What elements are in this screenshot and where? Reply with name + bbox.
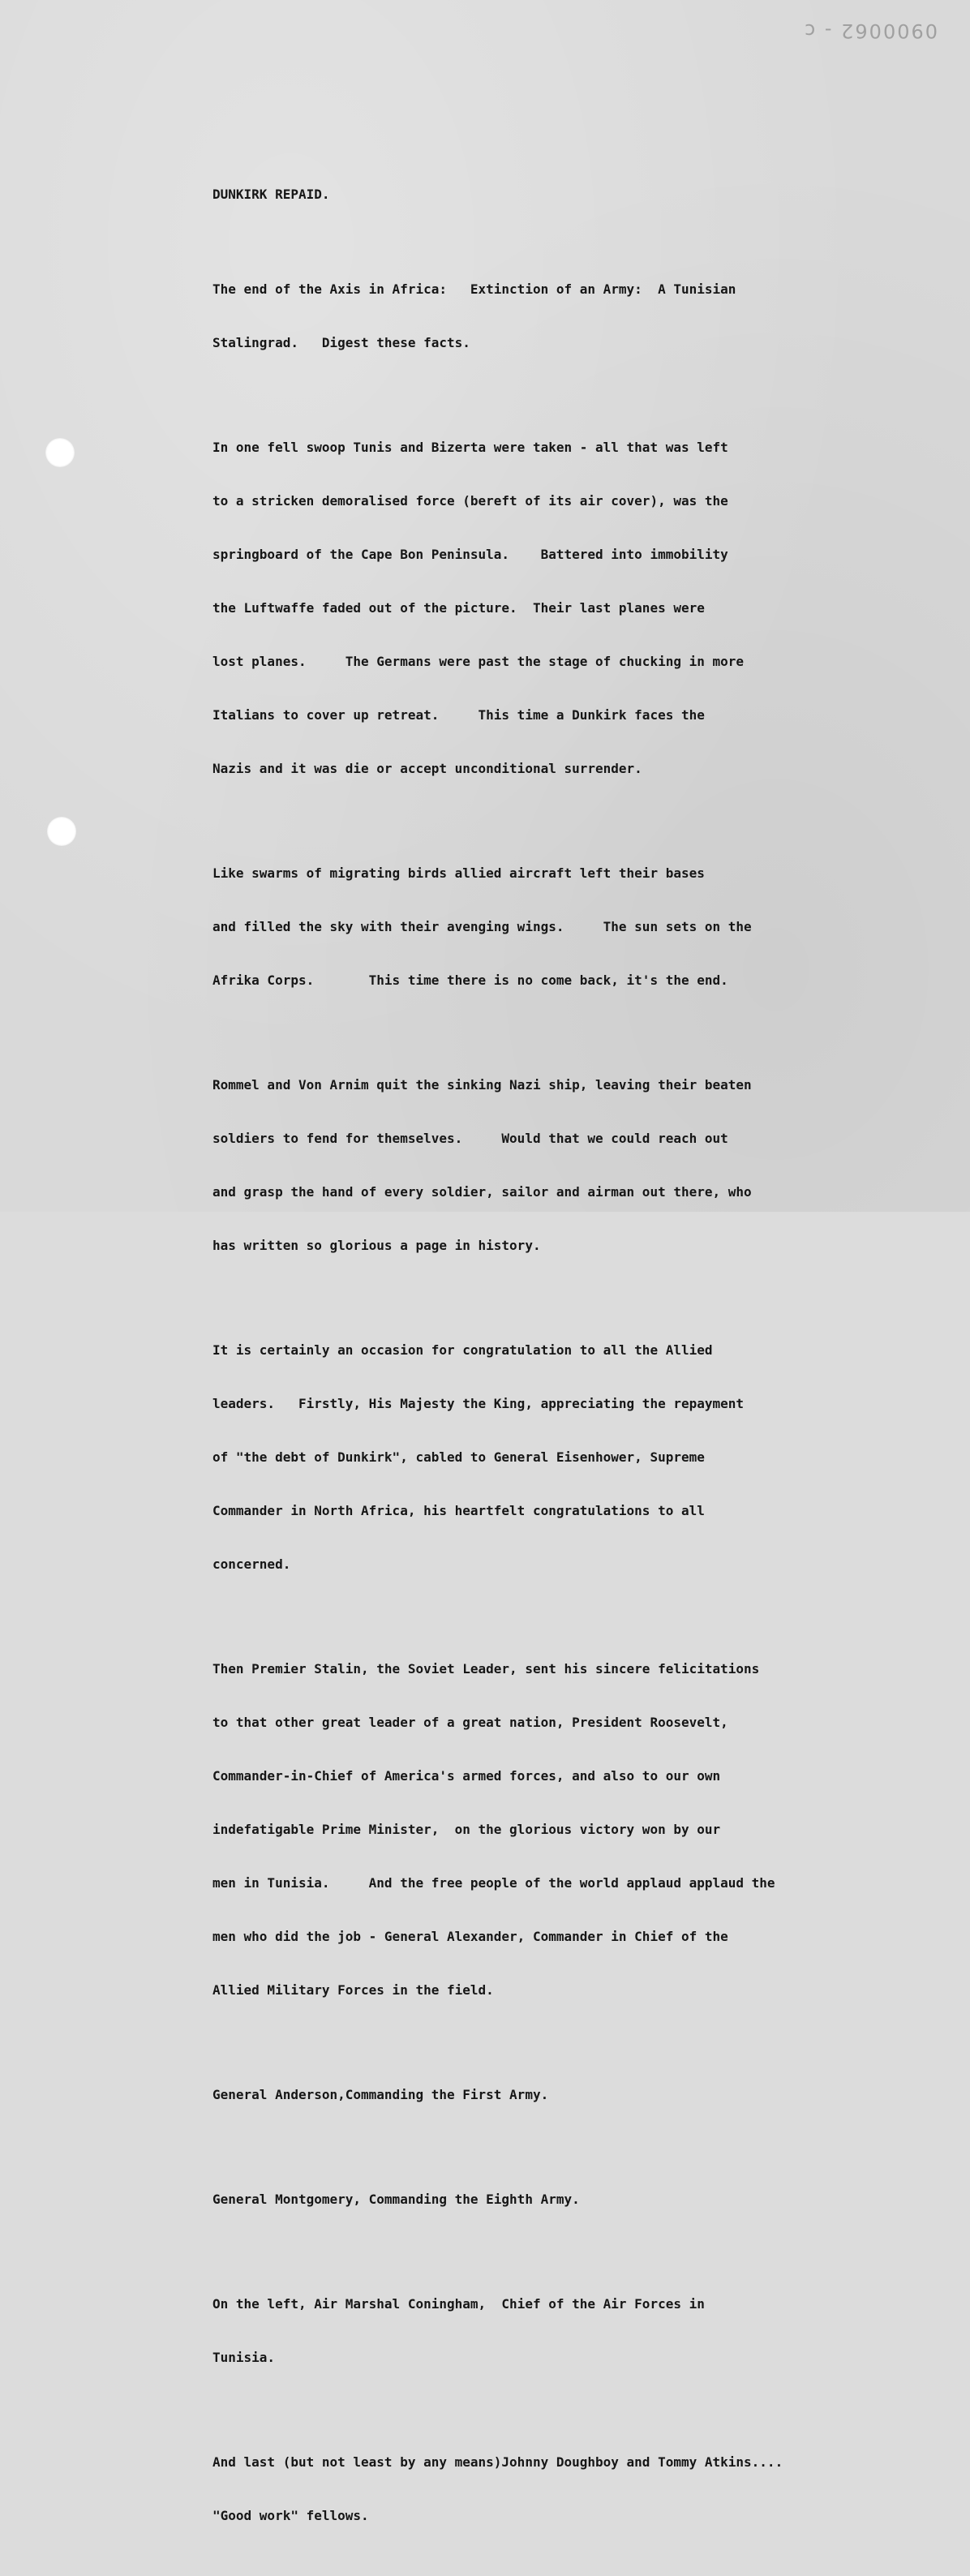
punch-hole-bottom: [47, 817, 76, 846]
archive-stamp: 0900062 - c: [803, 19, 938, 42]
text-line: Allied Military Forces in the field.: [212, 1982, 494, 1998]
text-line: Afrika Corps. This time there is no come back, it's the end.: [212, 972, 728, 988]
text-line: It is certainly an occasion for congratulation to all the Allied: [212, 1342, 713, 1358]
document-body: [212, 245, 942, 2576]
text-line: springboard of the Cape Bon Peninsula. Battered into immobility: [212, 547, 728, 562]
paragraph: [212, 1306, 942, 1609]
text-line: lost planes. The Germans were past the stage of chucking in more: [212, 654, 745, 669]
text-line: and grasp the hand of every soldier, sailor and airman out there, who: [212, 1184, 752, 1200]
text-line: "Good work" fellows.: [212, 2508, 369, 2523]
text-line: Nazis and it was die or accept unconditional surrender.: [212, 761, 642, 776]
text-line: Rommel and Von Arnim quit the sinking Nazi ship, leaving their beaten: [212, 1077, 752, 1093]
paragraph: [212, 2418, 942, 2561]
text-line: to that other great leader of a great nation, President Roosevelt,: [212, 1715, 728, 1730]
paragraph: [212, 2260, 942, 2402]
text-line: Then Premier Stalin, the Soviet Leader, sent his sincere felicitations: [212, 1661, 760, 1677]
text-line: concerned.: [212, 1556, 291, 1572]
text-line: General Montgomery, Commanding the Eighth Army.: [212, 2192, 580, 2207]
text-line: indefatigable Prime Minister, on the glorious victory won by our: [212, 1822, 721, 1837]
text-line: men who did the job - General Alexander, Commander in Chief of the: [212, 1929, 728, 1944]
text-line: has written so glorious a page in history.: [212, 1238, 541, 1253]
paragraph: [212, 245, 942, 388]
paragraph: [212, 1625, 942, 2035]
text-line: the Luftwaffe faded out of the picture. Their last planes were: [212, 600, 705, 616]
text-line: General Anderson,Commanding the First Army.: [212, 2087, 549, 2102]
text-line: Commander-in-Chief of America's armed forces, and also to our own: [212, 1768, 721, 1784]
text-line: The end of the Axis in Africa: Extinction of an Army: A Tunisian: [212, 281, 736, 297]
text-line: In one fell swoop Tunis and Bizerta were taken - all that was left: [212, 440, 728, 455]
paragraph: [212, 2050, 942, 2140]
text-line: Tunisia.: [212, 2350, 276, 2365]
text-line: On the left, Air Marshal Coningham, Chief of the Air Forces in: [212, 2296, 705, 2312]
text-line: Commander in North Africa, his heartfelt congratulations to all: [212, 1503, 705, 1518]
punch-hole-top: [45, 438, 75, 467]
paragraph: [212, 2155, 942, 2244]
text-line: soldiers to fend for themselves. Would that we could reach out: [212, 1131, 728, 1146]
text-line: And last (but not least by any means)Johnny Doughboy and Tommy Atkins....: [212, 2454, 783, 2470]
text-line: Italians to cover up retreat. This time a Dunkirk faces the: [212, 707, 705, 723]
text-line: Like swarms of migrating birds allied aircraft left their bases: [212, 865, 705, 881]
paragraph: [212, 1041, 942, 1290]
text-line: to a stricken demoralised force (bereft of its air cover), was the: [212, 493, 728, 509]
text-line: leaders. Firstly, His Majesty the King, appreciating the repayment: [212, 1396, 745, 1411]
text-line: men in Tunisia. And the free people of the world applaud applaud the: [212, 1875, 775, 1891]
text-line: Stalingrad. Digest these facts.: [212, 335, 470, 350]
document-title: DUNKIRK REPAID.: [212, 187, 330, 202]
paragraph: [212, 829, 942, 1025]
paragraph: [212, 403, 942, 814]
text-line: and filled the sky with their avenging wings. The sun sets on the: [212, 919, 752, 934]
text-line: of "the debt of Dunkirk", cabled to General Eisenhower, Supreme: [212, 1449, 705, 1465]
